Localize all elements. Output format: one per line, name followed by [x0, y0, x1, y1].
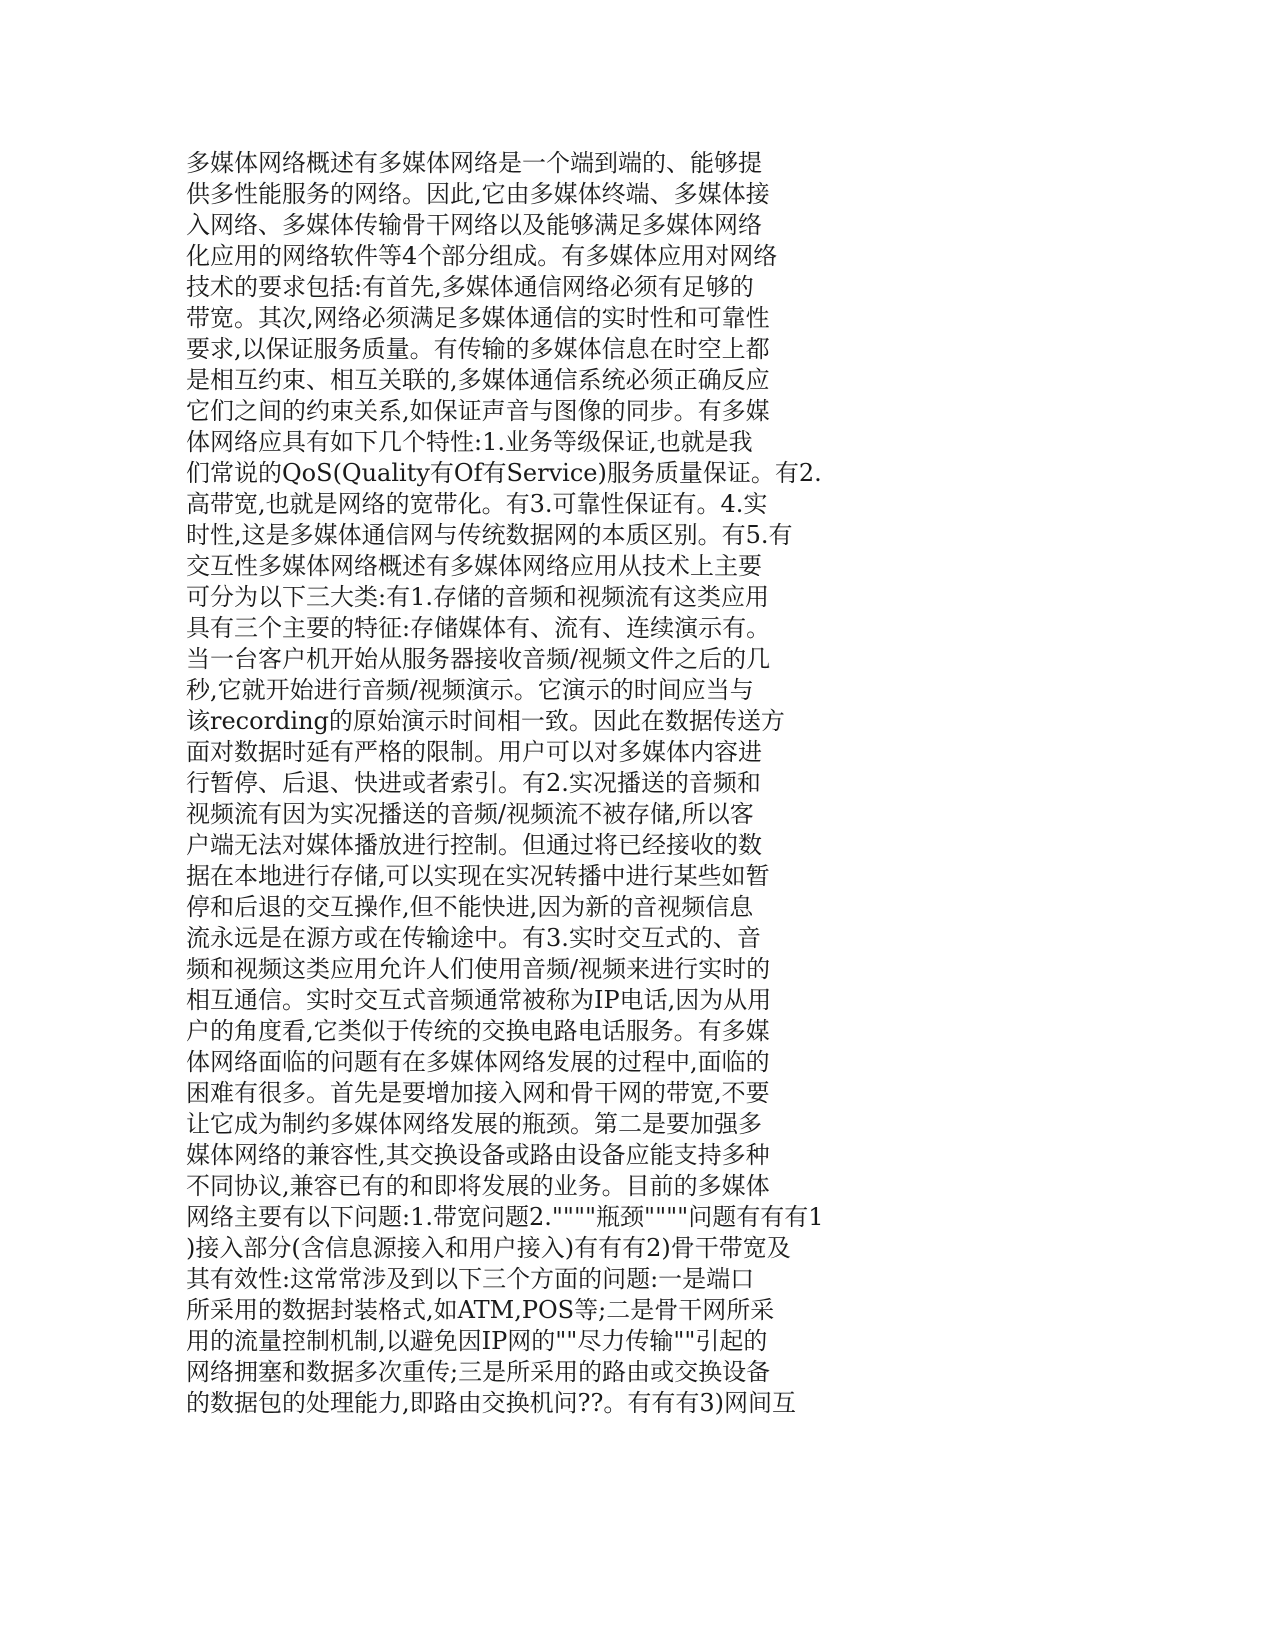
text-line: 体网络面临的问题有在多媒体网络发展的过程中,面临的	[186, 1048, 770, 1076]
text-line: 用的流量控制机制,以避免因IP网的""尽力传输""引起的	[186, 1327, 768, 1355]
text-line: 困难有很多。首先是要增加接入网和骨干网的带宽,不要	[186, 1079, 770, 1107]
text-line: 网络主要有以下问题:1.带宽问题2.""""瓶颈""""问题有有有1	[186, 1203, 824, 1231]
text-line: 入网络、多媒体传输骨干网络以及能够满足多媒体网络	[186, 211, 762, 239]
text-line: 媒体网络的兼容性,其交换设备或路由设备应能支持多种	[186, 1141, 770, 1169]
text-line: 要求,以保证服务质量。有传输的多媒体信息在时空上都	[186, 335, 770, 363]
text-line: 行暂停、后退、快进或者索引。有2.实况播送的音频和	[186, 769, 761, 797]
text-line: 该recording的原始演示时间相一致。因此在数据传送方	[186, 707, 785, 735]
text-line: 它们之间的约束关系,如保证声音与图像的同步。有多媒	[186, 397, 770, 425]
text-line: 相互通信。实时交互式音频通常被称为IP电话,因为从用	[186, 986, 772, 1014]
text-line: 供多性能服务的网络。因此,它由多媒体终端、多媒体接	[186, 180, 770, 208]
text-line: 是相互约束、相互关联的,多媒体通信系统必须正确反应	[186, 366, 770, 394]
text-line: 流永远是在源方或在传输途中。有3.实时交互式的、音	[186, 924, 761, 952]
text-line: 据在本地进行存储,可以实现在实况转播中进行某些如暂	[186, 862, 770, 890]
text-line: 时性,这是多媒体通信网与传统数据网的本质区别。有5.有	[186, 521, 793, 549]
text-line: 化应用的网络软件等4个部分组成。有多媒体应用对网络	[186, 242, 778, 270]
text-line: 带宽。其次,网络必须满足多媒体通信的实时性和可靠性	[186, 304, 770, 332]
text-line: 所采用的数据封装格式,如ATM,POS等;二是骨干网所采	[186, 1296, 775, 1324]
text-line: 网络拥塞和数据多次重传;三是所采用的路由或交换设备	[186, 1358, 771, 1386]
text-line: 视频流有因为实况播送的音频/视频流不被存储,所以客	[186, 800, 754, 828]
text-line: 秒,它就开始进行音频/视频演示。它演示的时间应当与	[186, 676, 754, 704]
text-line: 体网络应具有如下几个特性:1.业务等级保证,也就是我	[186, 428, 753, 456]
text-line: 让它成为制约多媒体网络发展的瓶颈。第二是要加强多	[186, 1110, 762, 1138]
text-line: 其有效性:这常常涉及到以下三个方面的问题:一是端口	[186, 1265, 755, 1293]
text-line: 们常说的QoS(Quality有Of有Service)服务质量保证。有2.	[186, 459, 822, 487]
text-line: 户的角度看,它类似于传统的交换电路电话服务。有多媒	[186, 1017, 770, 1045]
text-line: 技术的要求包括:有首先,多媒体通信网络必须有足够的	[186, 273, 754, 301]
text-line: 高带宽,也就是网络的宽带化。有3.可靠性保证有。4.实	[186, 490, 768, 518]
text-line: 频和视频这类应用允许人们使用音频/视频来进行实时的	[186, 955, 771, 983]
text-line: 的数据包的处理能力,即路由交换机问??。有有有3)网间互	[186, 1389, 796, 1417]
text-line: 交互性多媒体网络概述有多媒体网络应用从技术上主要	[186, 552, 762, 580]
text-line: 可分为以下三大类:有1.存储的音频和视频流有这类应用	[186, 583, 769, 611]
text-line: 户端无法对媒体播放进行控制。但通过将已经接收的数	[186, 831, 762, 859]
text-line: 当一台客户机开始从服务器接收音频/视频文件之后的几	[186, 645, 771, 673]
text-line: 不同协议,兼容已有的和即将发展的业务。目前的多媒体	[186, 1172, 770, 1200]
text-line: 停和后退的交互操作,但不能快进,因为新的音视频信息	[186, 893, 754, 921]
text-line: 具有三个主要的特征:存储媒体有、流有、连续演示有。	[186, 614, 771, 642]
text-line: )接入部分(含信息源接入和用户接入)有有有2)骨干带宽及	[186, 1234, 791, 1262]
text-line: 面对数据时延有严格的限制。用户可以对多媒体内容进	[186, 738, 762, 766]
text-line: 多媒体网络概述有多媒体网络是一个端到端的、能够提	[186, 149, 762, 177]
